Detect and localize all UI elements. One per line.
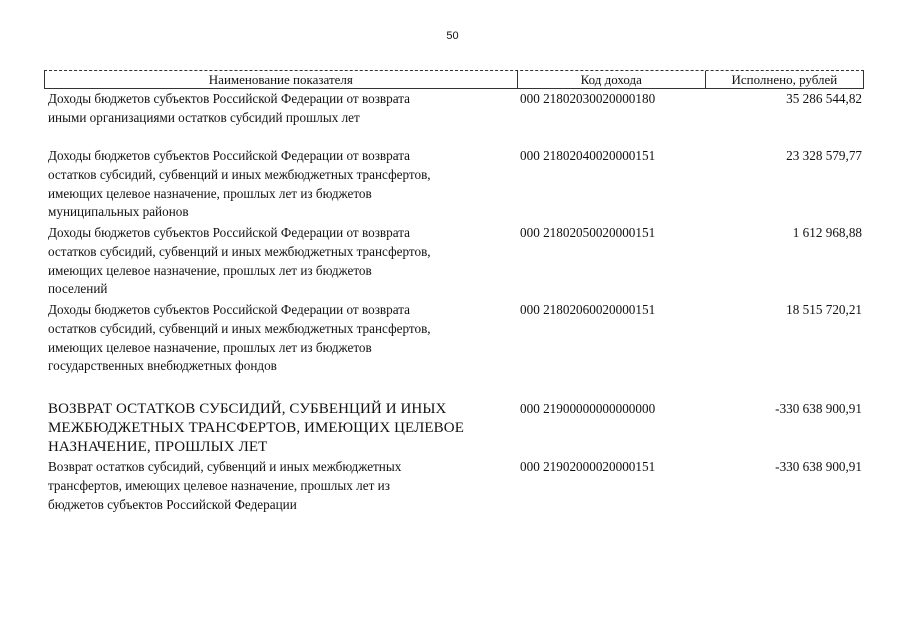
header-name: Наименование показателя [44, 71, 517, 88]
row-name-line: трансфертов, имеющих целевое назначение, прошлых лет из [48, 477, 390, 493]
row-code: 000 21900000000000000 [520, 401, 656, 416]
row-name-line: Доходы бюджетов субъектов Российской Федерации от возврата [48, 225, 411, 240]
row-name [44, 90, 518, 128]
row-name-line: МЕЖБЮДЖЕТНЫХ ТРАНСФЕРТОВ, ИМЕЮЩИХ ЦЕЛЕВОЕ [48, 420, 464, 436]
row-name-line: имеющих целевое назначение, прошлых лет из бюджетов [48, 185, 372, 201]
row-amount: 1 612 968,88 [792, 225, 862, 240]
table-row-section [44, 400, 864, 457]
row-name-line: имеющих целевое назначение, прошлых лет из бюджетов [48, 262, 372, 278]
row-amount: -330 638 900,91 [775, 401, 862, 416]
row-code: 000 21802040020000151 [520, 148, 656, 163]
row-name-line: муниципальных районов [48, 204, 189, 220]
row-name-line: Доходы бюджетов субъектов Российской Федерации от возврата [48, 302, 411, 317]
row-name-line: остатков субсидий, субвенций и иных межбюджетных трансфертов, [48, 243, 431, 259]
row-name-line: НАЗНАЧЕНИЕ, ПРОШЛЫХ ЛЕТ [48, 439, 268, 455]
row-name-line: иными организациями остатков субсидий прошлых лет [48, 109, 360, 125]
row-amount: -330 638 900,91 [775, 459, 862, 474]
row-name [44, 147, 518, 222]
row-name-line: ВОЗВРАТ ОСТАТКОВ СУБСИДИЙ, СУБВЕНЦИЙ И ИНЫХ [48, 401, 447, 417]
row-name-line: остатков субсидий, субвенций и иных межбюджетных трансфертов, [48, 320, 431, 336]
header-code: Код дохода [517, 71, 705, 88]
report-table [44, 70, 864, 512]
page-number: 50 [446, 30, 459, 42]
table-row [44, 301, 864, 376]
table-row [44, 147, 864, 222]
row-name [44, 400, 518, 457]
row-code: 000 21902000020000151 [520, 459, 656, 474]
row-amount: 35 286 544,82 [786, 91, 862, 106]
row-name [44, 458, 518, 514]
header-amount: Исполнено, рублей [705, 71, 864, 88]
row-code: 000 21802030020000180 [520, 91, 656, 106]
row-name-line: имеющих целевое назначение, прошлых лет из бюджетов [48, 339, 372, 355]
row-name-line: поселений [48, 281, 108, 297]
table-row [44, 224, 864, 299]
row-amount: 18 515 720,21 [786, 302, 862, 317]
row-name-line: Возврат остатков субсидий, субвенций и иных межбюджетных [48, 459, 402, 474]
row-name [44, 224, 518, 299]
table-header [44, 70, 864, 89]
row-name-line: Доходы бюджетов субъектов Российской Федерации от возврата [48, 148, 411, 163]
row-name-line: бюджетов субъектов Российской Федерации [48, 496, 297, 512]
row-code: 000 21802060020000151 [520, 302, 656, 317]
row-name-line: остатков субсидий, субвенций и иных межбюджетных трансфертов, [48, 166, 431, 182]
row-name-line: государственных внебюджетных фондов [48, 358, 277, 374]
table-row [44, 90, 864, 128]
row-name-line: Доходы бюджетов субъектов Российской Федерации от возврата [48, 91, 411, 106]
row-amount: 23 328 579,77 [786, 148, 862, 163]
row-name [44, 301, 518, 376]
row-code: 000 21802050020000151 [520, 225, 656, 240]
table-row [44, 458, 864, 514]
